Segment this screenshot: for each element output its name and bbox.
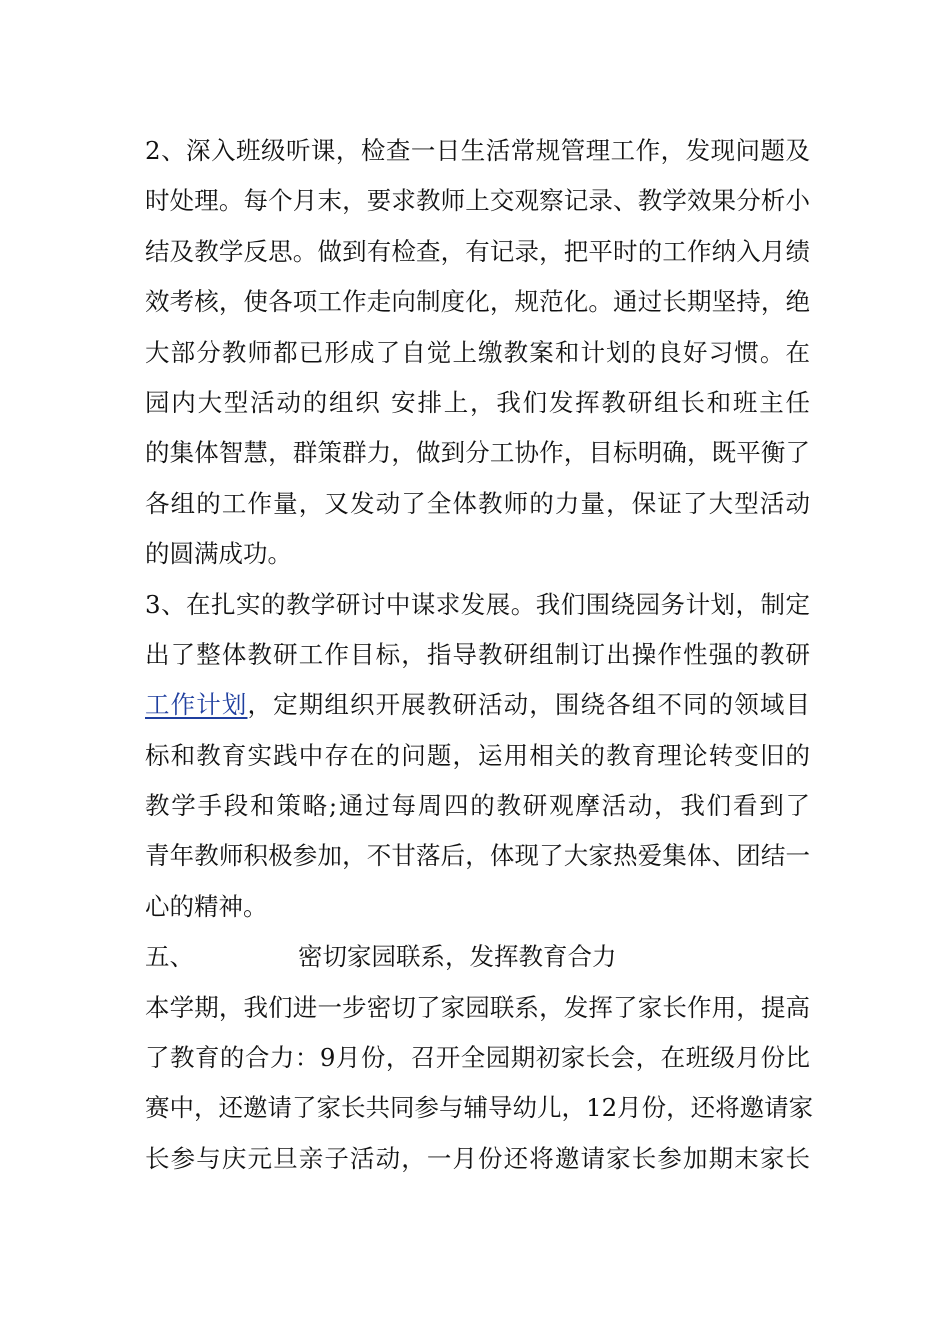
document-body — [145, 126, 814, 1184]
para2-line-1: 2、深入班级听课，检查一日生活常规管理工作，发现问题及 — [145, 136, 810, 165]
para5-line-2: 了教育的合力：9月份，召开全园期初家长会，在班级月份比 — [145, 1043, 810, 1073]
para3-line-2: 出了整体教研工作目标，指导教研组制订出操作性强的教研 — [145, 639, 810, 669]
para3-line-3 — [145, 680, 810, 730]
para5-line-3: 赛中，还邀请了家长共同参与辅导幼儿，12月份，还将邀请家 — [145, 1093, 814, 1123]
para2-line-6: 园内大型活动的组织 安排上，我们发挥教研组长和班主任 — [145, 387, 810, 417]
para5-line-4: 长参与庆元旦亲子活动，一月份还将邀请家长参加期末家长 — [145, 1143, 810, 1173]
para2-line-7: 的集体智慧，群策群力，做到分工协作，目标明确，既平衡了 — [145, 438, 810, 468]
para3-line-3-rest: ，定期组织开展教研活动，围绕各组不同的领域目 — [247, 690, 811, 720]
para2-line-5: 大部分教师都已形成了自觉上缴教案和计划的良好习惯。在 — [145, 337, 810, 367]
para2-line-9: 的圆满成功。 — [145, 539, 292, 569]
para2-line-8: 各组的工作量，又发动了全体教师的力量，保证了大型活动 — [145, 488, 810, 518]
section-number: 五、 — [145, 942, 194, 972]
para3-line-4: 标和教育实践中存在的问题，运用相关的教育理论转变旧的 — [145, 740, 810, 770]
para3-line-7: 心的精神。 — [145, 891, 268, 921]
para2-line-4: 效考核，使各项工作走向制度化，规范化。通过长期坚持，绝 — [145, 287, 810, 317]
para5-line-1: 本学期，我们进一步密切了家园联系，发挥了家长作用，提高 — [145, 992, 810, 1022]
section-heading — [145, 932, 810, 982]
para3-line-5: 教学手段和策略;通过每周四的教研观摩活动，我们看到了 — [145, 791, 810, 821]
para3-line-1: 3、在扎实的教学研讨中谋求发展。我们围绕园务计划，制定 — [145, 589, 810, 619]
work-plan-link[interactable]: 工作计划 — [145, 690, 248, 720]
para2-line-2: 时处理。每个月末，要求教师上交观察记录、教学效果分析小 — [145, 186, 810, 216]
para2-line-3: 结及教学反思。做到有检查，有记录，把平时的工作纳入月绩 — [145, 236, 810, 266]
section-title: 密切家园联系，发挥教育合力 — [298, 942, 617, 972]
para3-line-6: 青年教师积极参加，不甘落后，体现了大家热爱集体、团结一 — [145, 841, 810, 871]
